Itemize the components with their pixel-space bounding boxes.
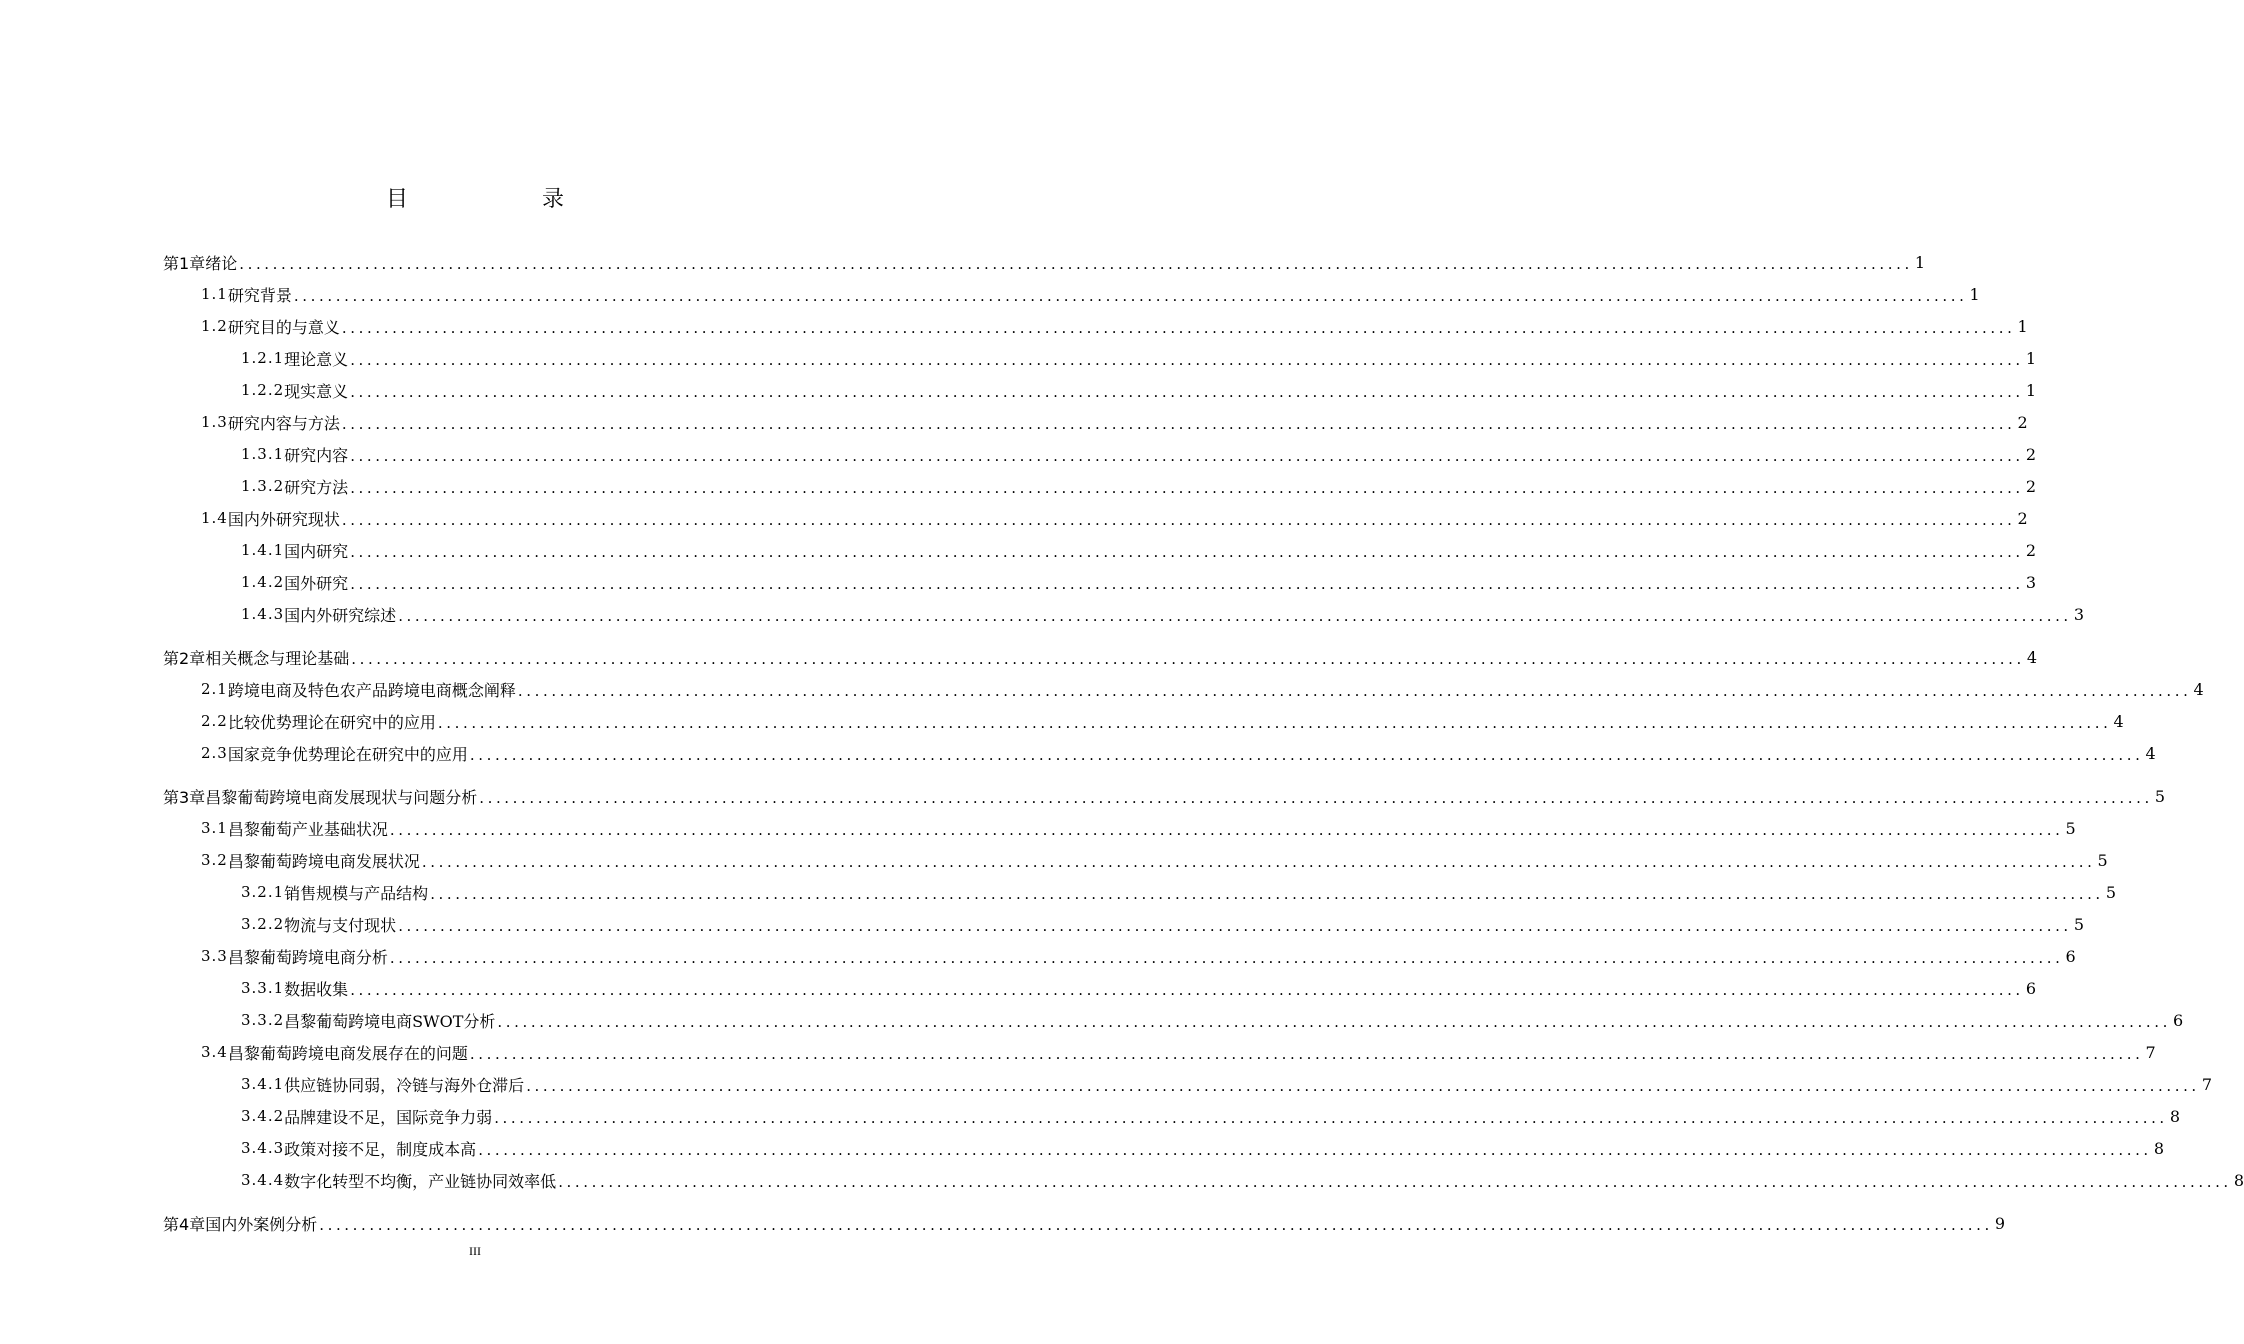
toc-leader-dots: ........................................................................................................................................................................................................ [350,351,2024,369]
toc-leader-dots: ........................................................................................................................................................................................................ [469,1045,2144,1063]
toc-leader-dots: ........................................................................................................................................................................................................ [469,746,2144,764]
toc-entry-page: 4 [2113,711,2124,731]
toc-entry-page: 4 [2193,679,2204,699]
toc-entry-number: 第2章 [163,648,206,668]
toc-leader-dots: ........................................................................................................................................................................................................ [351,650,2025,668]
toc-leader-dots: ........................................................................................................................................................................................................ [341,319,2016,337]
toc-entry-page: 8 [2153,1138,2164,1158]
toc-entry-page: 3 [2073,604,2084,624]
toc-leader-dots: ........................................................................................................................................................................................................ [350,981,2024,999]
toc-entry[interactable] [163,470,2036,502]
toc-entry-number: 1.4.2 [241,573,285,591]
toc-leader-dots: ........................................................................................................................................................................................................ [398,607,2072,625]
toc-entry-number: 3.4.3 [241,1139,285,1157]
toc-entry-number: 3.4.4 [241,1171,285,1189]
toc-entry-title: 供应链协同弱，冷链与海外仓滞后 [284,1075,525,1095]
toc-entry[interactable] [163,502,2028,534]
toc-title: 目 录 [385,187,620,212]
toc-entry-page: 8 [2233,1170,2244,1190]
toc-leader-dots: ........................................................................................................................................................................................................ [239,255,1913,273]
toc-entry-title: 昌黎葡萄跨境电商分析 [227,947,388,967]
toc-entry-number: 第3章 [163,787,206,807]
toc-entry-title: 研究方法 [284,477,349,497]
toc-entry-number: 3.2.1 [241,883,285,901]
toc-entry-title: 研究内容 [284,445,349,465]
toc-entry[interactable] [163,310,2028,342]
toc-entry-title: 研究背景 [227,285,292,305]
toc-leader-dots: ........................................................................................................................................................................................................ [398,917,2072,935]
toc-entry-title: 理论意义 [284,349,349,369]
toc-entry-number: 1.3.2 [241,477,285,495]
toc-entry-number: 3.3.1 [241,979,285,997]
toc-entry-title: 昌黎葡萄跨境电商发展存在的问题 [227,1043,468,1063]
toc-entry[interactable] [163,908,2084,940]
toc-leader-dots: ........................................................................................................................................................................................................ [517,682,2192,700]
toc-entry-number: 1.4 [201,509,228,527]
toc-entry[interactable] [163,844,2108,876]
toc-entry-number: 1.4.3 [241,605,285,623]
toc-entry[interactable] [163,406,2028,438]
toc-leader-dots: ........................................................................................................................................................................................................ [437,714,2112,732]
toc-entry-number: 3.4 [201,1043,228,1061]
toc-entry[interactable] [163,342,2036,374]
toc-entry-number: 第1章 [163,253,206,273]
toc-entry[interactable] [163,278,1980,310]
page-number: III [469,1244,481,1258]
toc-entry-title: 国家竞争优势理论在研究中的应用 [227,744,468,764]
toc-entry-number: 2.2 [201,712,228,730]
toc-entry-title: 物流与支付现状 [284,915,397,935]
toc-entry[interactable] [163,374,2036,406]
toc-entry-number: 3.1 [201,819,228,837]
toc-entry[interactable] [163,1207,2006,1239]
toc-leader-dots: ........................................................................................................................................................................................................ [350,479,2024,497]
toc-leader-dots: ........................................................................................................................................................................................................ [293,287,1968,305]
toc-leader-dots: ........................................................................................................................................................................................................ [350,383,2024,401]
toc-entry-title: 品牌建设不足，国际竞争力弱 [284,1107,493,1127]
toc-entry-number: 2.1 [201,680,228,698]
toc-entry-title: 昌黎葡萄跨境电商发展状况 [227,851,420,871]
toc-leader-dots: ........................................................................................................................................................................................................ [558,1173,2232,1191]
toc-entry[interactable] [163,812,2076,844]
toc-entry-title: 跨境电商及特色农产品跨境电商概念阐释 [227,680,516,700]
toc-entry-page: 3 [2025,572,2036,592]
toc-entry-number: 1.4.1 [241,541,285,559]
toc-entry[interactable] [163,876,2116,908]
toc-entry[interactable] [163,1132,2164,1164]
toc-leader-dots: ........................................................................................................................................................................................................ [350,447,2024,465]
toc-leader-dots: ........................................................................................................................................................................................................ [478,1141,2152,1159]
toc-leader-dots: ........................................................................................................................................................................................................ [389,821,2064,839]
toc-entry-title: 数据收集 [284,979,349,999]
toc-entry-title: 数字化转型不均衡，产业链协同效率低 [284,1171,557,1191]
toc-entry-number: 1.3.1 [241,445,285,463]
toc-entry-page: 6 [2065,946,2076,966]
toc-entry-number: 3.2 [201,851,228,869]
toc-entry[interactable] [163,1068,2212,1100]
toc-leader-dots: ........................................................................................................................................................................................................ [497,1013,2171,1031]
toc-leader-dots: ........................................................................................................................................................................................................ [479,789,2153,807]
toc-entry-number: 1.1 [201,285,228,303]
toc-entry[interactable] [163,641,2038,673]
toc-entry-page: 4 [2145,743,2156,763]
toc-entry-number: 3.3 [201,947,228,965]
toc-entry-page: 5 [2073,914,2084,934]
toc-entry-number: 3.3.2 [241,1011,285,1029]
toc-entry-title: 国内外研究现状 [227,509,340,529]
toc-entry-title: 昌黎葡萄跨境电商发展现状与问题分析 [205,787,478,807]
toc-entry-number: 3.4.2 [241,1107,285,1125]
toc-entry-title: 相关概念与理论基础 [205,648,350,668]
toc-entry-number: 3.4.1 [241,1075,285,1093]
toc-entry-page: 5 [2097,850,2108,870]
toc-entry-page: 2 [2017,412,2028,432]
toc-entry-title: 国内外研究综述 [284,605,397,625]
toc-leader-dots: ........................................................................................................................................................................................................ [341,511,2016,529]
toc-entry-title: 政策对接不足，制度成本高 [284,1139,477,1159]
toc-entry[interactable] [163,534,2036,566]
table-of-contents [163,246,2244,1239]
toc-entry-title: 绪论 [205,253,238,273]
toc-entry-title: 昌黎葡萄产业基础状况 [227,819,388,839]
toc-entry[interactable] [163,598,2084,630]
toc-entry[interactable] [163,940,2076,972]
toc-leader-dots: ........................................................................................................................................................................................................ [319,1216,1993,1234]
toc-entry[interactable] [163,1004,2184,1036]
toc-leader-dots: ........................................................................................................................................................................................................ [430,885,2104,903]
toc-entry-title: 研究内容与方法 [227,413,340,433]
toc-entry-page: 1 [1914,252,1926,272]
toc-entry-title: 销售规模与产品结构 [284,883,429,903]
toc-entry-number: 1.2 [201,317,228,335]
toc-entry-page: 5 [2105,882,2116,902]
toc-entry-page: 6 [2173,1010,2184,1030]
toc-entry[interactable] [163,1100,2180,1132]
toc-entry-title: 研究目的与意义 [227,317,340,337]
toc-entry[interactable] [163,673,2204,705]
toc-leader-dots: ........................................................................................................................................................................................................ [389,949,2064,967]
toc-entry-page: 2 [2025,444,2036,464]
toc-entry[interactable] [163,737,2156,769]
toc-entry-page: 1 [1969,284,1980,304]
toc-entry-page: 5 [2154,786,2166,806]
toc-entry[interactable] [163,780,2166,812]
toc-entry[interactable] [163,972,2036,1004]
toc-entry-title: 现实意义 [284,381,349,401]
toc-entry[interactable] [163,705,2124,737]
toc-entry-number: 1.3 [201,413,228,431]
toc-entry-page: 1 [2025,348,2036,368]
toc-entry-page: 6 [2025,978,2036,998]
toc-entry-title: 昌黎葡萄跨境电商SWOT分析 [284,1011,496,1031]
toc-entry-page: 2 [2017,508,2028,528]
toc-entry-page: 2 [2025,540,2036,560]
toc-entry-title: 国内外案例分析 [205,1214,318,1234]
toc-entry[interactable] [163,566,2036,598]
toc-entry-page: 9 [1994,1213,2006,1233]
toc-leader-dots: ........................................................................................................................................................................................................ [350,543,2024,561]
toc-leader-dots: ........................................................................................................................................................................................................ [421,853,2096,871]
toc-entry-number: 2.3 [201,744,228,762]
toc-entry[interactable] [163,1036,2156,1068]
toc-entry-title: 比较优势理论在研究中的应用 [227,712,436,732]
toc-entry[interactable] [163,438,2036,470]
toc-entry-page: 7 [2145,1042,2156,1062]
toc-entry-page: 1 [2017,316,2028,336]
toc-entry[interactable] [163,246,1926,278]
toc-entry-page: 8 [2169,1106,2180,1126]
toc-entry-number: 1.2.2 [241,381,285,399]
toc-leader-dots: ........................................................................................................................................................................................................ [341,415,2016,433]
toc-entry-title: 国内研究 [284,541,349,561]
toc-entry-page: 5 [2065,818,2076,838]
toc-entry-title: 国外研究 [284,573,349,593]
toc-leader-dots: ........................................................................................................................................................................................................ [350,575,2024,593]
toc-entry-page: 7 [2201,1074,2212,1094]
toc-entry-page: 2 [2025,476,2036,496]
toc-entry-number: 3.2.2 [241,915,285,933]
toc-entry-number: 1.2.1 [241,349,285,367]
toc-entry-page: 1 [2025,380,2036,400]
toc-entry-number: 第4章 [163,1214,206,1234]
toc-entry-page: 4 [2026,647,2038,667]
toc-entry[interactable] [163,1164,2244,1196]
toc-leader-dots: ........................................................................................................................................................................................................ [526,1077,2200,1095]
toc-leader-dots: ........................................................................................................................................................................................................ [494,1109,2168,1127]
